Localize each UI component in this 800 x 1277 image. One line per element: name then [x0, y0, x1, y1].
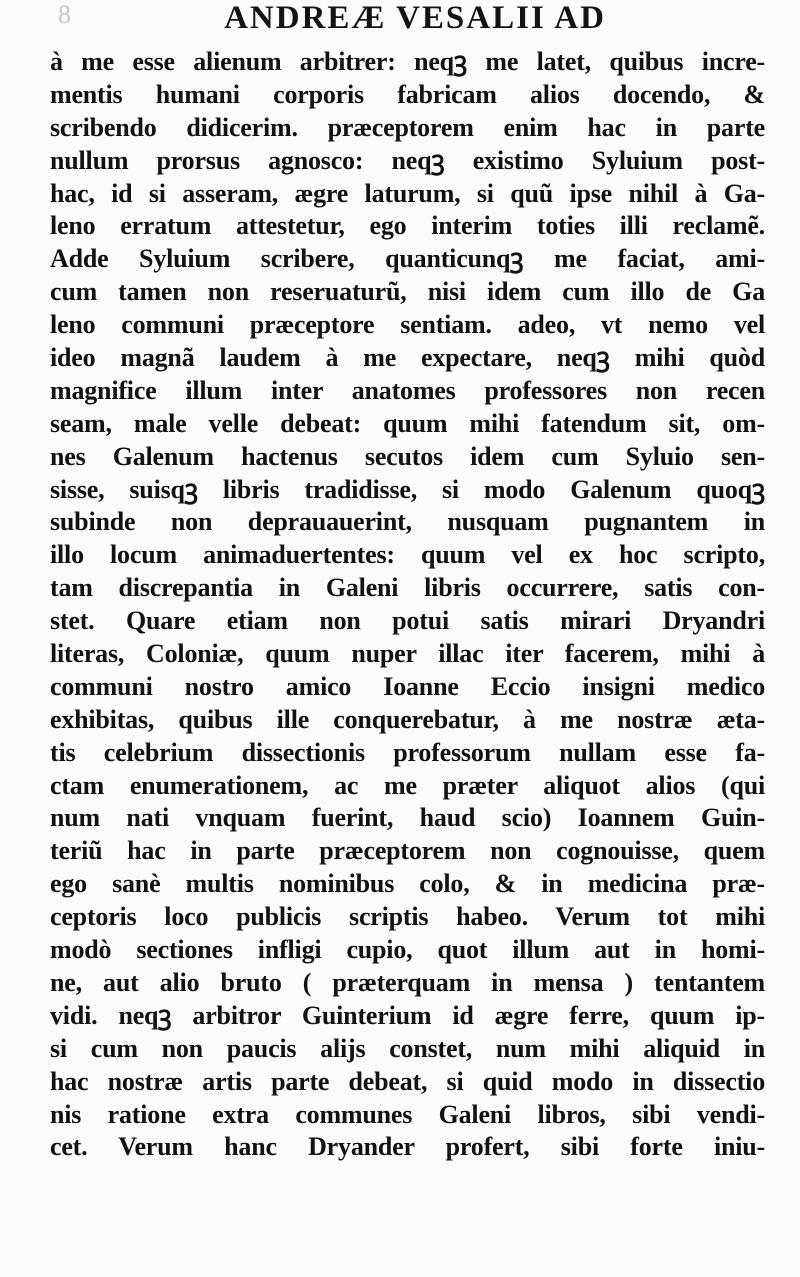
text-line: sisse, suisqꝫ libris tradidisse, si modo Galenum quoqꝫ	[50, 474, 765, 504]
text-line: Adde Syluium scribere, quanticunqꝫ me faciat, ami-	[50, 244, 765, 274]
text-line: ideo magnã laudem à me expectare, neqꝫ mihi quòd	[50, 343, 765, 373]
text-line: modò sectiones infligi cupio, quot illum aut in homi-	[50, 935, 765, 965]
text-line: illo locum animaduertentes: quum vel ex hoc scripto,	[50, 540, 765, 570]
text-line: nis ratione extra communes Galeni libros, sibi vendi-	[50, 1099, 765, 1129]
text-line: nes Galenum hactenus secutos idem cum Syluio sen-	[50, 441, 765, 471]
text-line: seam, male velle debeat: quum mihi fatendum sit, om-	[50, 408, 765, 438]
text-line: num nati vnquam fuerint, haud scio) Ioannem Guin-	[50, 803, 765, 833]
text-line: tis celebrium dissectionis professorum nullam esse fa-	[50, 737, 765, 767]
text-line: literas, Coloniæ, quum nuper illac iter facerem, mihi à	[50, 639, 765, 669]
text-line: ego sanè multis nominibus colo, & in medicina præ-	[50, 869, 765, 899]
text-line: cum tamen non reseruaturũ, nisi idem cum illo de Ga	[50, 277, 765, 307]
running-head: ANDREÆ VESALII AD	[224, 0, 606, 36]
text-line: teriũ hac in parte præceptorem non cognouisse, quem	[50, 836, 765, 866]
text-line: ctam enumerationem, ac me præter aliquot alios (qui	[50, 770, 765, 800]
text-line: ne, aut alio bruto ( præterquam in mensa ) tentantem	[50, 967, 765, 997]
text-line: nullum prorsus agnosco: neqꝫ existimo Syluium post-	[50, 145, 765, 175]
text-line: si cum non paucis alijs constet, num mihi aliquid in	[50, 1033, 765, 1063]
text-line: tam discrepantia in Galeni libris occurrere, satis con-	[50, 573, 765, 603]
page-number: 8	[58, 0, 71, 29]
text-line: scribendo didicerim. præceptorem enim hac in parte	[50, 112, 765, 142]
text-line: hac, id si asseram, ægre laturum, si quũ ipse nihil à Ga-	[50, 178, 765, 208]
text-line: hac nostræ artis parte debeat, si quid modo in dissectio	[50, 1066, 765, 1096]
text-line: à me esse alienum arbitrer: neqꝫ me latet, quibus incre-	[50, 47, 765, 76]
text-line: magnifice illum inter anatomes professores non recen	[50, 375, 765, 405]
text-line: exhibitas, quibus ille conquerebatur, à me nostræ æta-	[50, 704, 765, 734]
text-line: subinde non deprauauerint, nusquam pugnantem in	[50, 507, 765, 537]
text-line: leno erratum attestetur, ego interim toties illi reclamẽ.	[50, 211, 765, 241]
text-line: vidi. neqꝫ arbitror Guinterium id ægre ferre, quum ip-	[50, 1000, 765, 1030]
body-text	[50, 46, 765, 1164]
text-line: cet. Verum hanc Dryander profert, sibi forte iniu-	[50, 1132, 765, 1162]
text-line: leno communi præceptore sentiam. adeo, vt nemo vel	[50, 310, 765, 340]
text-line: stet. Quare etiam non potui satis mirari Dryandri	[50, 606, 765, 636]
text-line: communi nostro amico Ioanne Eccio insigni medico	[50, 671, 765, 701]
text-line: ceptoris loco publicis scriptis habeo. Verum tot mihi	[50, 902, 765, 932]
text-line: mentis humani corporis fabricam alios docendo, &	[50, 79, 765, 109]
